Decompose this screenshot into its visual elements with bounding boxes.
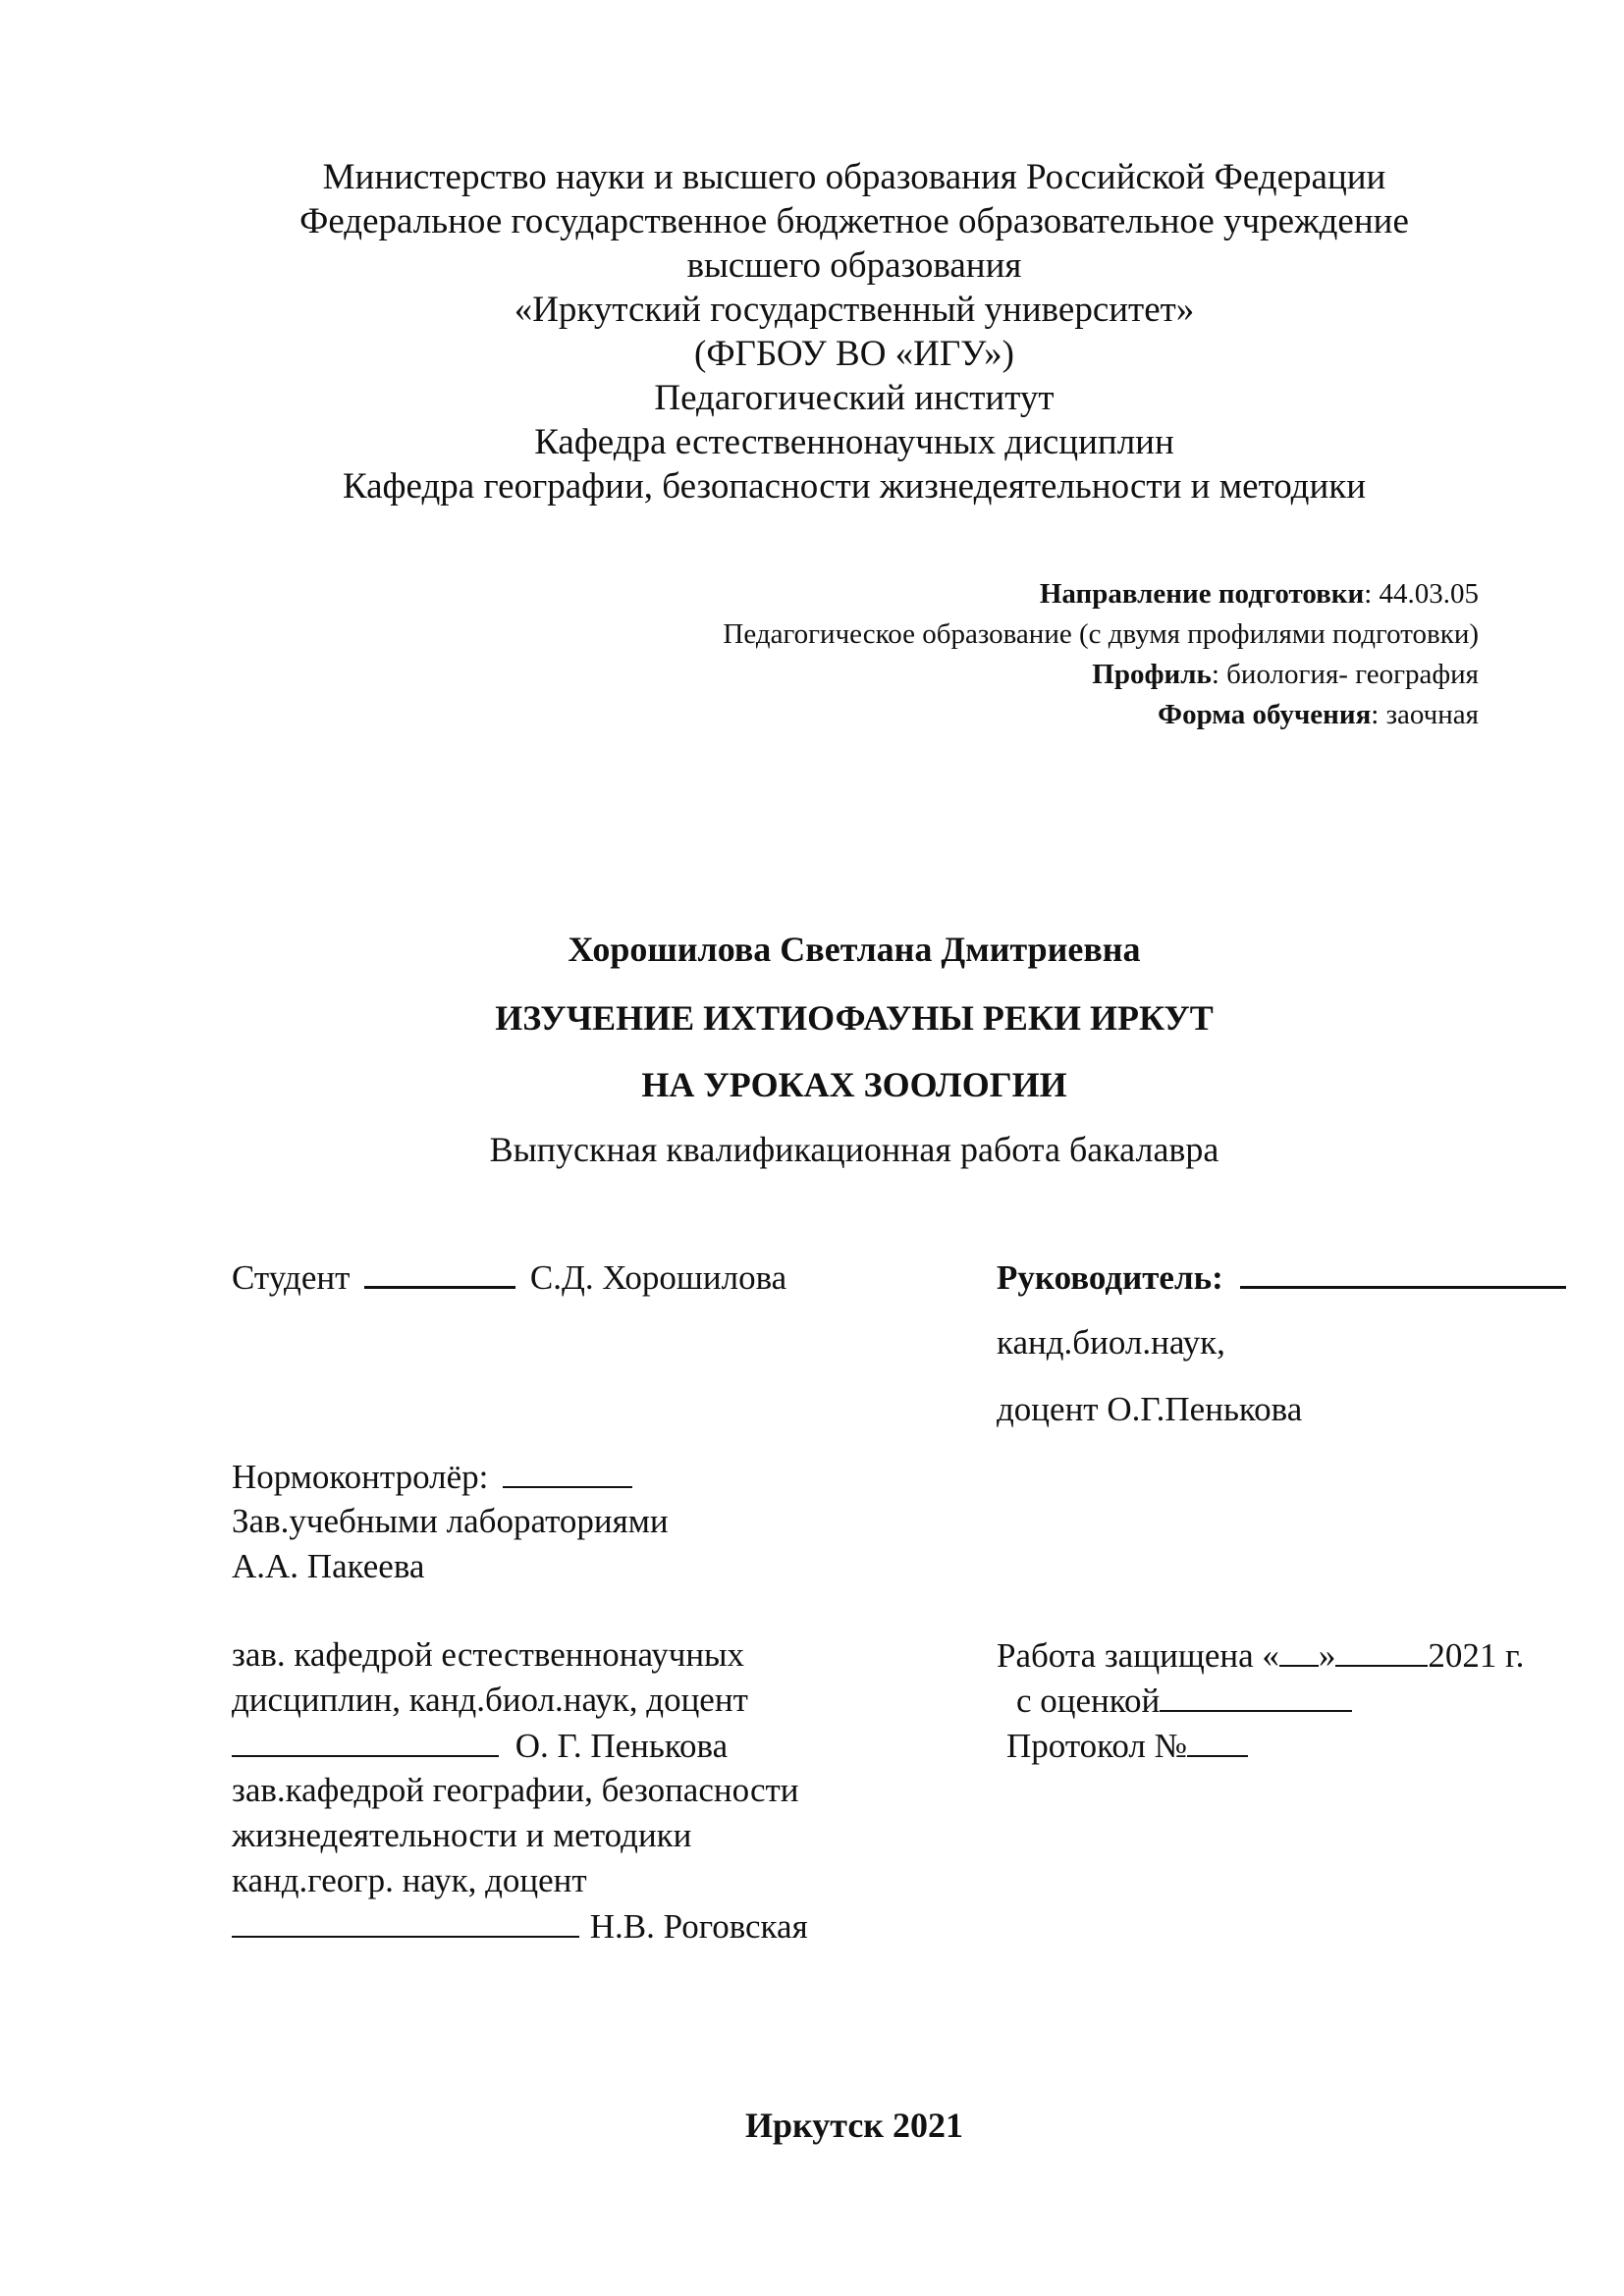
thesis-title-line1: ИЗУЧЕНИЕ ИХТИОФАУНЫ РЕКИ ИРКУТ [495,998,1214,1038]
supervisor-degree: канд.биол.наук, [997,1323,1225,1362]
form-value: : заочная [1371,699,1479,730]
thesis-title-line2: НА УРОКАХ ЗООЛОГИИ [641,1065,1067,1104]
student-signature-line [364,1256,515,1289]
normcontrol-position: Зав.учебными лабораториями [232,1502,669,1540]
normcontrol-name: А.А. Пакеева [232,1547,425,1585]
author-name: Хорошилова Светлана Дмитриевна [568,930,1141,969]
head1-signature-line [232,1726,499,1757]
normcontrol-row [232,1457,632,1497]
head2-position-line2: жизнедеятельности и методики [232,1816,692,1854]
city-year: Иркутск 2021 [744,2106,964,2145]
supervisor-signature-line [1240,1256,1566,1289]
form-row [723,695,1479,735]
student-label: Студент [232,1258,351,1297]
student-name: С.Д. Хорошилова [529,1258,787,1297]
direction-label: Направление подготовки [1039,578,1365,610]
header-line-abbrev: (ФГБОУ ВО «ИГУ») [694,334,1014,374]
defense-date-row [997,1635,1524,1676]
supervisor-label: Руководитель: [997,1258,1223,1297]
profile-value: : биология- география [1211,659,1479,690]
defense-mid: » [1318,1636,1336,1675]
supervisor-name: доцент О.Г.Пенькова [997,1390,1303,1428]
profile-row [723,655,1479,695]
institution-header [226,155,1483,508]
grade-line [1160,1681,1352,1712]
defense-month-line [1335,1635,1428,1667]
grade-row [1016,1681,1352,1721]
head1-name: О. Г. Пенькова [514,1727,729,1765]
head1-position-line1: зав. кафедрой естественнонаучных [232,1635,745,1674]
work-type: Выпускная квалификационная работа бакалавра [489,1130,1219,1169]
grade-label: с оценкой [1016,1682,1161,1720]
head2-signature-line [232,1906,579,1938]
head1-signature-row [232,1726,728,1766]
direction-row [723,574,1479,614]
profile-label: Профиль [1092,659,1212,690]
normcontrol-label: Нормоконтролёр: [232,1458,489,1496]
defense-prefix: Работа защищена « [997,1636,1279,1675]
thesis-title-area [226,925,1483,974]
head2-name: Н.В. Роговская [589,1907,808,1946]
header-line-higher-ed: высшего образования [686,245,1022,286]
normcontrol-signature-line [503,1457,632,1488]
header-line-dept-natural: Кафедра естественнонаучных дисциплин [534,422,1174,462]
head2-signature-row [232,1906,808,1947]
header-line-university: «Иркутский государственный университет» [514,290,1195,330]
protocol-label: Протокол № [1006,1727,1188,1765]
work-type-wrap [226,1125,1483,1174]
footer [226,2101,1483,2150]
program-info [723,574,1479,735]
head2-position-line3: канд.геогр. наук, доцент [232,1861,587,1899]
direction-value: : 44.03.05 [1364,578,1479,610]
student-signature-row [232,1256,786,1298]
header-line-institute: Педагогический институт [654,378,1055,418]
direction-description: Педагогическое образование (с двумя профилями подготовки) [723,618,1479,650]
defense-year: 2021 г. [1428,1636,1525,1675]
supervisor-signature-row [997,1256,1566,1298]
defense-day-line [1279,1635,1319,1667]
protocol-number-line [1187,1726,1248,1757]
protocol-row [1006,1726,1248,1766]
head1-position-line2: дисциплин, канд.биол.наук, доцент [232,1681,748,1719]
header-line-federal: Федеральное государственное бюджетное образовательное учреждение [299,201,1409,241]
header-line-ministry: Министерство науки и высшего образования Российской Федерации [322,157,1386,197]
header-line-dept-geography: Кафедра географии, безопасности жизнедеятельности и методики [342,466,1367,507]
form-label: Форма обучения [1158,699,1372,730]
thesis-title-line2-wrap [226,1060,1483,1109]
head2-position-line1: зав.кафедрой географии, безопасности [232,1771,799,1809]
thesis-title-line1-wrap [226,993,1483,1042]
